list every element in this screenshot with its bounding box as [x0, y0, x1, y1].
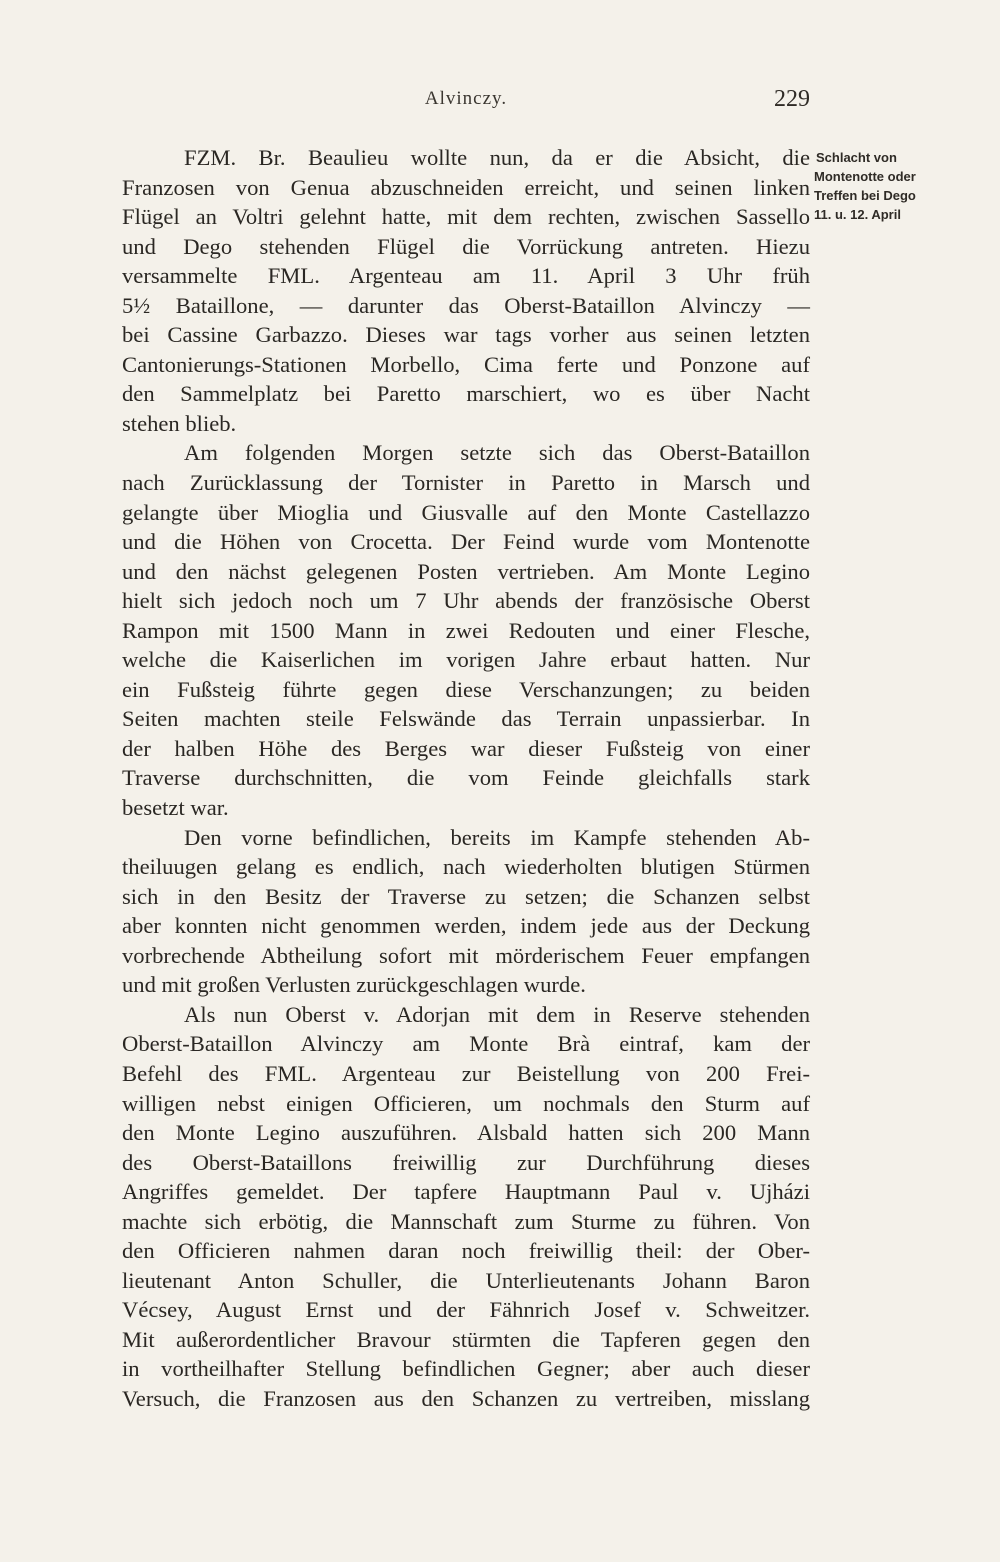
- text-line: machte sich erbötig, die Mannschaft zum Sturme zu führen. Von: [122, 1208, 810, 1234]
- running-title: Alvinczy.: [424, 88, 508, 109]
- text-line: den Sammelplatz bei Paretto marschiert, wo es über Nacht: [122, 381, 810, 407]
- text-line: Am folgenden Morgen setzte sich das Oberst-Bataillon: [184, 440, 810, 466]
- text-line: Cantonierungs-Stationen Morbello, Cima ferte und Ponzone auf: [122, 351, 810, 377]
- text-line: des Oberst-Bataillons freiwillig zur Durchführung dieses: [122, 1149, 810, 1175]
- text-line: Traverse durchschnitten, die vom Feinde gleichfalls stark: [122, 765, 810, 791]
- text-line: Mit außerordentlicher Bravour stürmten die Tapferen gegen den: [122, 1326, 810, 1352]
- text-line: ein Fußsteig führte gegen diese Verschanzungen; zu beiden: [122, 676, 810, 702]
- text-line: Vécsey, August Ernst und der Fähnrich Josef v. Schweitzer.: [122, 1297, 810, 1323]
- text-line: FZM. Br. Beaulieu wollte nun, da er die Absicht, die: [184, 145, 810, 170]
- margin-note: [814, 148, 994, 224]
- text-line: und die Höhen von Crocetta. Der Feind wurde vom Montenotte: [122, 529, 810, 555]
- margin-note-line: Montenotte oder: [814, 169, 916, 184]
- text-line: vorbrechende Abtheilung sofort mit mörderischem Feuer empfangen: [122, 942, 810, 968]
- text-line: Befehl des FML. Argenteau zur Beistellung von 200 Frei-: [122, 1060, 810, 1086]
- text-line: Angriffes gemeldet. Der tapfere Hauptmann Paul v. Ujházi: [122, 1179, 810, 1205]
- text-line: und Dego stehenden Flügel die Vorrückung antreten. Hiezu: [122, 233, 810, 259]
- text-line: Oberst-Bataillon Alvinczy am Monte Brà eintraf, kam der: [122, 1031, 810, 1057]
- text-line: Als nun Oberst v. Adorjan mit dem in Reserve stehenden: [184, 1001, 810, 1027]
- text-line: welche die Kaiserlichen im vorigen Jahre erbaut hatten. Nur: [122, 647, 810, 673]
- text-line: 5½ Bataillone, — darunter das Oberst-Bataillon Alvinczy —: [122, 292, 810, 318]
- text-line: bei Cassine Garbazzo. Dieses war tags vorher aus seinen letzten: [122, 322, 810, 348]
- text-line: sich in den Besitz der Traverse zu setzen; die Schanzen selbst: [122, 883, 810, 909]
- text-line: stehen blieb.: [122, 410, 237, 436]
- text-line: Flügel an Voltri gelehnt hatte, mit dem rechten, zwischen Sassello: [122, 204, 810, 230]
- text-line: und den nächst gelegenen Posten vertrieben. Am Monte Legino: [122, 558, 810, 584]
- text-line: und mit großen Verlusten zurückgeschlagen wurde.: [122, 972, 586, 998]
- text-line: versammelte FML. Argenteau am 11. April 3 Uhr früh: [122, 263, 810, 289]
- text-line: in vortheilhafter Stellung befindlichen Gegner; aber auch dieser: [122, 1356, 810, 1382]
- margin-note-line: 11. u. 12. April: [814, 207, 901, 222]
- text-line: Franzosen von Genua abzuschneiden erreicht, und seinen linken: [122, 174, 810, 200]
- text-line: Seiten machten steile Felswände das Terrain unpassierbar. In: [122, 706, 810, 732]
- text-line: theiluugen gelang es endlich, nach wiederholten blutigen Stürmen: [122, 854, 810, 880]
- text-line: den Monte Legino auszuführen. Alsbald hatten sich 200 Mann: [122, 1120, 810, 1146]
- body-text: [122, 143, 810, 1414]
- text-line: willigen nebst einigen Officieren, um nochmals den Sturm auf: [122, 1090, 810, 1116]
- text-line: Den vorne befindlichen, bereits im Kampfe stehenden Ab-: [184, 824, 810, 850]
- text-line: der halben Höhe des Berges war dieser Fußsteig von einer: [122, 735, 810, 761]
- text-line: den Officieren nahmen daran noch freiwillig theil: der Ober-: [122, 1238, 810, 1264]
- text-line: hielt sich jedoch noch um 7 Uhr abends der französische Oberst: [122, 588, 810, 614]
- running-head: [122, 88, 810, 118]
- margin-note-line: Schlacht von: [816, 150, 897, 165]
- text-line: nach Zurücklassung der Tornister in Paretto in Marsch und: [122, 470, 810, 496]
- page-number: 229: [774, 86, 810, 112]
- text-line: gelangte über Mioglia und Giusvalle auf den Monte Castellazzo: [122, 499, 810, 525]
- text-line: Versuch, die Franzosen aus den Schanzen zu vertreiben, misslang: [122, 1385, 810, 1411]
- text-line: lieutenant Anton Schuller, die Unterlieutenants Johann Baron: [122, 1267, 810, 1293]
- text-line: besetzt war.: [122, 795, 229, 821]
- margin-note-line: Treffen bei Dego: [814, 188, 916, 203]
- text-line: Rampon mit 1500 Mann in zwei Redouten und einer Flesche,: [122, 617, 810, 643]
- text-line: aber konnten nicht genommen werden, indem jede aus der Deckung: [122, 913, 810, 939]
